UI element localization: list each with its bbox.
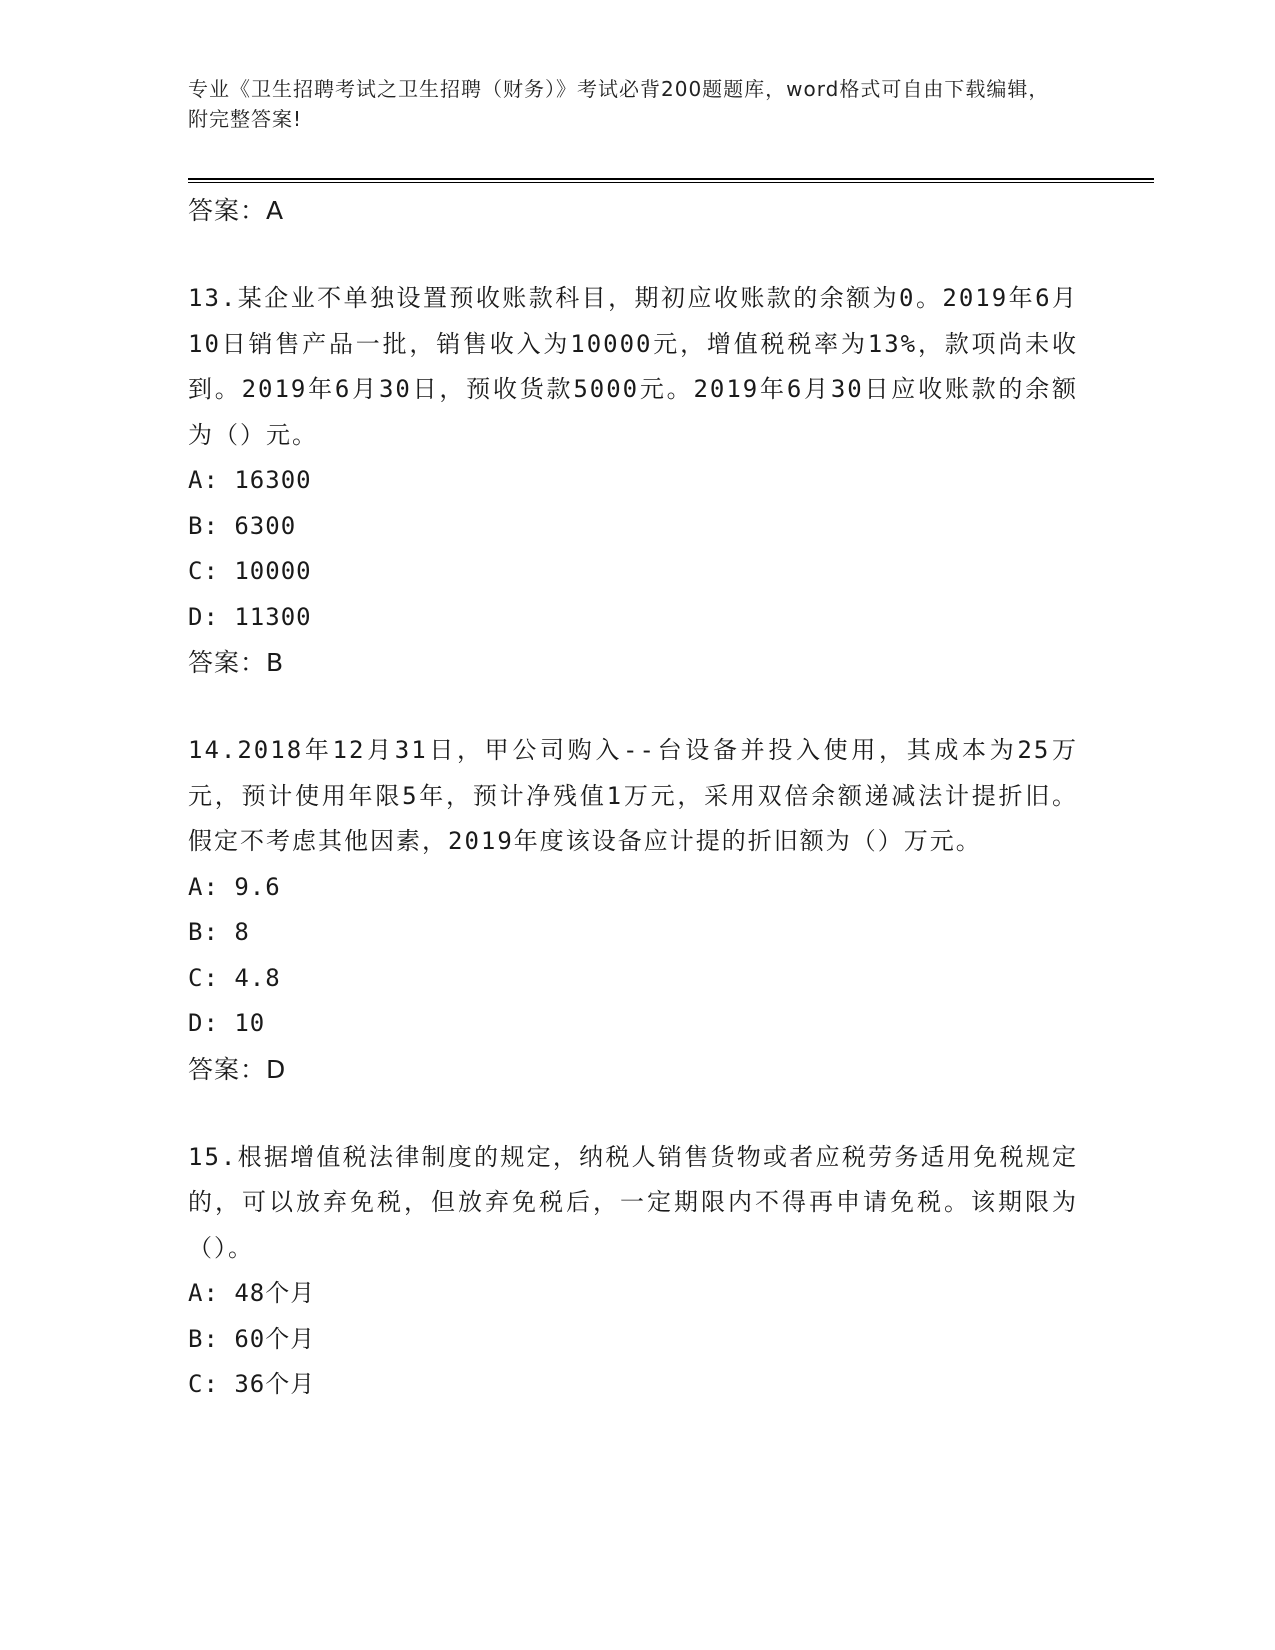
option-b: B: 60个月 <box>188 1324 316 1353</box>
spacer <box>188 686 1078 728</box>
question-text: 14.2018年12月31日，甲公司购入--台设备并投入使用，其成本为25万元，预计使用年限5年，预计净残值1万元，采用双倍余额递减法计提折旧。假定不考虑其他因素，2019年度该设备应计提的折旧额为（）万元。 <box>188 736 1078 855</box>
option-b: B: 6300 <box>188 511 297 540</box>
spacer <box>188 1093 1078 1135</box>
question-text: 15.根据增值税法律制度的规定，纳税人销售货物或者应税劳务适用免税规定的，可以放弃免税，但放弃免税后，一定期限内不得再申请免税。该期限为（）。 <box>188 1142 1078 1262</box>
answer-line: 答案：D <box>188 1054 287 1084</box>
header-rule-thick <box>188 178 1154 180</box>
option-a: A: 9.6 <box>188 872 281 901</box>
question-block-14 <box>188 728 1078 1093</box>
option-c: C: 36个月 <box>188 1370 316 1398</box>
question-text: 13.某企业不单独设置预收账款科目，期初应收账款的余额为0。2019年6月10日销售产品一批，销售收入为10000元，增值税税率为13%，款项尚未收到。2019年6月30日，预收货款5000元。2019年6月30日应收账款的余额为（）元。 <box>188 284 1078 449</box>
document-body <box>188 188 1078 1408</box>
option-d: D: 10 <box>188 1009 266 1037</box>
option-d: D: 11300 <box>188 602 312 631</box>
option-b: B: 8 <box>188 918 250 946</box>
answer-line: 答案：B <box>188 648 285 677</box>
option-c: C: 10000 <box>188 557 312 585</box>
document-header: 专业《卫生招聘考试之卫生招聘（财务）》考试必背200题题库，word格式可自由下载编辑，附完整答案! <box>188 77 1050 131</box>
option-a: A: 48个月 <box>188 1279 316 1307</box>
previous-answer: 答案：A <box>188 196 285 225</box>
option-c: C: 4.8 <box>188 963 281 992</box>
option-a: A: 16300 <box>188 466 312 494</box>
question-block-13 <box>188 276 1078 686</box>
header-rule-thin <box>188 182 1154 183</box>
question-block-15 <box>188 1135 1078 1408</box>
